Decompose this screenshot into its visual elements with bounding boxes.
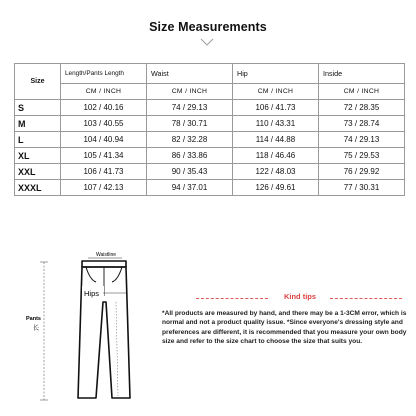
table-row: [15, 164, 405, 180]
column-header-hip: Hip: [233, 64, 319, 84]
inside-cell: 76 / 29.92: [319, 164, 405, 180]
inside-guide: [116, 302, 118, 396]
size-table: [14, 63, 405, 196]
tips-title: Kind tips: [283, 292, 317, 301]
table-row: [15, 180, 405, 196]
inside-cell: 77 / 30.31: [319, 180, 405, 196]
pants-length-cn-label: 长: [33, 325, 40, 332]
waist-cell: 90 / 35.43: [147, 164, 233, 180]
unit-label: CM / INCH: [147, 84, 233, 100]
column-header-length: Length/Pants Length: [61, 64, 147, 84]
waistline-label: Waistline: [95, 252, 117, 258]
inside-cell: 75 / 29.53: [319, 148, 405, 164]
size-cell: XXXL: [15, 180, 61, 196]
hip-cell: 126 / 49.61: [233, 180, 319, 196]
table-row: [15, 100, 405, 116]
size-column-header: Size: [15, 64, 61, 100]
size-cell: M: [15, 116, 61, 132]
unit-row: [15, 84, 405, 100]
hip-cell: 106 / 41.73: [233, 100, 319, 116]
size-cell: XXL: [15, 164, 61, 180]
length-cell: 107 / 42.13: [61, 180, 147, 196]
size-cell: XL: [15, 148, 61, 164]
waist-cell: 94 / 37.01: [147, 180, 233, 196]
table-header-row: [15, 64, 405, 84]
inside-cell: 72 / 28.35: [319, 100, 405, 116]
waist-cell: 82 / 32.28: [147, 132, 233, 148]
waist-cell: 78 / 30.71: [147, 116, 233, 132]
unit-label: CM / INCH: [319, 84, 405, 100]
pants-icon: [78, 261, 130, 398]
length-cell: 103 / 40.55: [61, 116, 147, 132]
tips-divider-right: [330, 298, 402, 299]
title-caret-icon: [200, 38, 214, 46]
tips-text: *All products are measured by hand, and there may be a 1-3CM error, which is normal and not a product quality issue. *Since everyone's dressing style and preferences are different, it is recommended that you measure your own body size and refer to the size chart to choose the size that suits you.: [162, 310, 407, 346]
length-cell: 104 / 40.94: [61, 132, 147, 148]
hip-cell: 118 / 46.46: [233, 148, 319, 164]
unit-label: CM / INCH: [61, 84, 147, 100]
tips-divider-left: [196, 298, 268, 299]
length-cell: 105 / 41.34: [61, 148, 147, 164]
hips-label: Hips: [84, 289, 100, 298]
hip-cell: 122 / 48.03: [233, 164, 319, 180]
column-header-inside: Inside: [319, 64, 405, 84]
column-header-waist: Waist: [147, 64, 233, 84]
hip-cell: 114 / 44.88: [233, 132, 319, 148]
pants-length-label: Pants: [26, 316, 41, 322]
table-row: [15, 148, 405, 164]
page-title: Size Measurements: [149, 20, 267, 34]
pants-diagram: [26, 248, 146, 408]
size-cell: S: [15, 100, 61, 116]
size-cell: L: [15, 132, 61, 148]
table-row: [15, 132, 405, 148]
hip-cell: 110 / 43.31: [233, 116, 319, 132]
length-cell: 102 / 40.16: [61, 100, 147, 116]
table-row: [15, 116, 405, 132]
inside-cell: 74 / 29.13: [319, 132, 405, 148]
inside-cell: 73 / 28.74: [319, 116, 405, 132]
waist-cell: 74 / 29.13: [147, 100, 233, 116]
unit-label: CM / INCH: [233, 84, 319, 100]
waist-cell: 86 / 33.86: [147, 148, 233, 164]
length-cell: 106 / 41.73: [61, 164, 147, 180]
